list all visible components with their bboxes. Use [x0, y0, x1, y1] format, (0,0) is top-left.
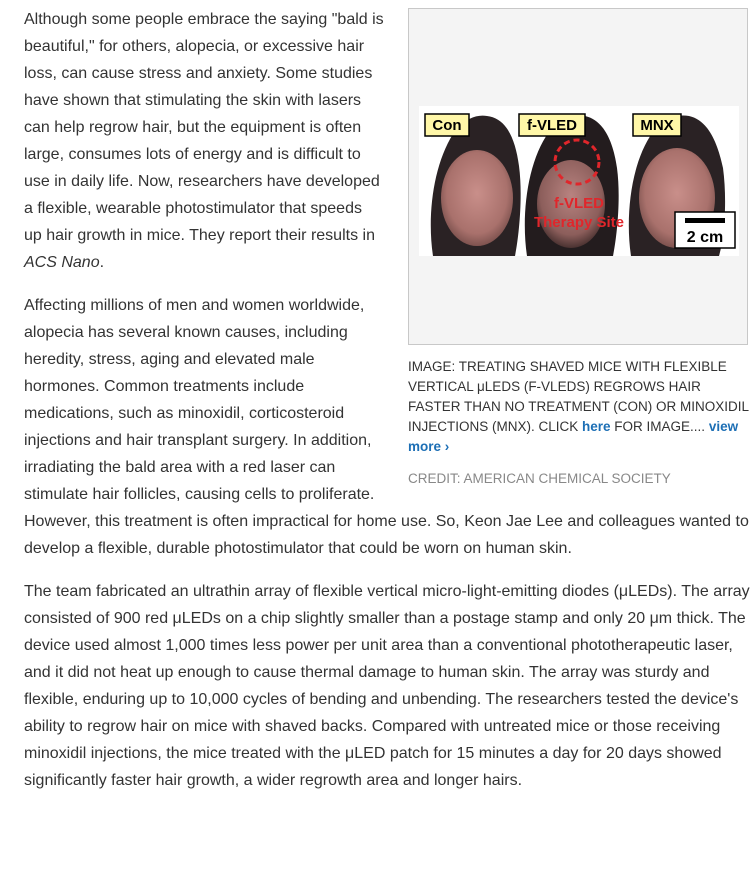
scale-bar-label: 2 cm [686, 229, 724, 246]
article-body [24, 6, 750, 810]
scale-bar-line [685, 218, 725, 223]
therapy-site-label-line2: Therapy Site [533, 214, 625, 231]
caption-here-link[interactable]: here [582, 419, 611, 434]
paragraph-1-end: . [99, 254, 105, 271]
figure-image-frame[interactable] [408, 8, 748, 345]
paragraph-2: Affecting millions of men and women worldwide, alopecia has several known causes, including heredity, stress, aging and elevated male hormones. Common treatments include medications, such as minoxidil, corticosteroid injections and hair transplant surgery. In addition, irradiating the bald area with a red laser can stimulate hair follicles, causing cells to proliferate. However, this treatment is often impractical for home use. So, Keon Jae Lee and colleagues wanted to develop a flexible, durable photostimulator that could be worn on human skin. [24, 297, 749, 557]
mice-photo [419, 106, 739, 256]
label-mnx: MNX [640, 117, 674, 134]
figure-caption [408, 357, 750, 457]
mouse-con-shaved-area [441, 150, 513, 246]
figure-credit: CREDIT: AMERICAN CHEMICAL SOCIETY [408, 471, 671, 486]
therapy-site-label-line1: f-VLED [554, 195, 604, 212]
mice-photo-illustration [419, 106, 739, 256]
paragraph-3: The team fabricated an ultrathin array of flexible vertical micro-light-emitting diodes (μLEDs). The array consisted of 900 red μLEDs on a chip slightly smaller than a postage stamp and only 20 μm thick. The device used almost 1,000 times less power per unit area than a conventional phototherapeutic laser, and it did not heat up enough to cause thermal damage to human skin. The array was sturdy and flexible, enduring up to 10,000 cycles of bending and unbending. The researchers tested the device's ability to regrow hair on mice with shaved backs. Compared with untreated mice or those receiving minoxidil injections, the mice treated with the μLED patch for 15 minutes a day for 20 days showed significantly faster hair growth, a wider regrowth area and longer hairs. [24, 583, 750, 789]
paragraph-1-text: Although some people embrace the saying "bald is beautiful," for others, alopecia, or excessive hair loss, can cause stress and anxiety. Some studies have shown that stimulating the skin with lasers can help regrow hair, but the equipment is often large, consumes lots of energy and is difficult to use in daily life. Now, researchers have developed a flexible, wearable photostimulator that speeds up hair growth in mice. They report their results in [24, 11, 384, 244]
journal-name: ACS Nano [24, 254, 100, 271]
caption-text-suffix: FOR IMAGE.... [610, 419, 709, 434]
label-con: Con [432, 117, 462, 134]
view-more-link[interactable]: view more › [408, 419, 739, 454]
article-figure [408, 8, 750, 489]
label-fvled: f-VLED [527, 117, 577, 134]
caption-text-prefix: IMAGE: TREATING SHAVED MICE WITH FLEXIBLE VERTICAL μLEDS (F-VLEDS) REGROWS HAIR FASTER THAN NO TREATMENT (CON) OR MINOXIDIL INJECTIONS (MNX). CLICK [408, 359, 749, 434]
